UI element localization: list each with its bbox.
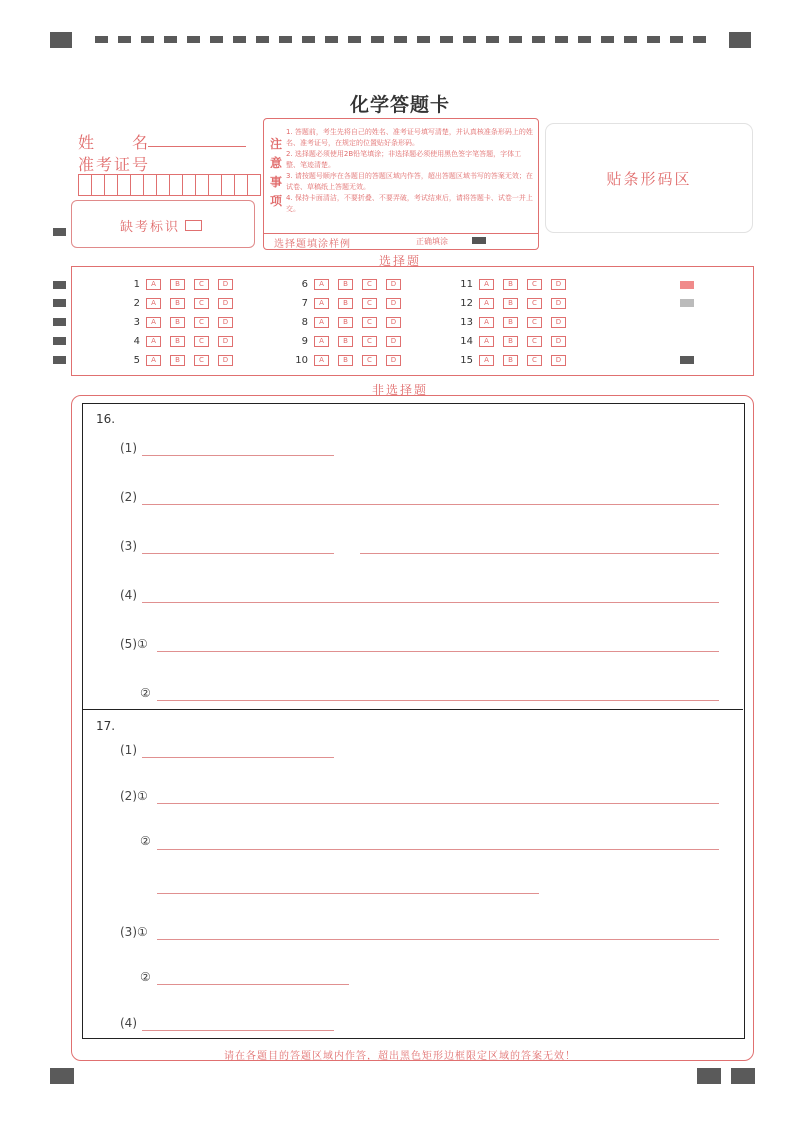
mcq-option-d[interactable]: D — [218, 355, 233, 366]
timing-dash — [256, 36, 269, 43]
q16-part-4: (4) — [120, 588, 137, 602]
mcq-option-b[interactable]: B — [338, 279, 353, 290]
mcq-question-number: 10 — [295, 355, 308, 366]
exam-id-grid[interactable] — [78, 174, 261, 196]
q16-answer-line[interactable] — [360, 553, 719, 554]
exam-id-label: 准考证号 — [78, 155, 151, 174]
fill-sample — [264, 233, 538, 249]
barcode-area — [545, 123, 753, 233]
mcq-option-b[interactable]: B — [170, 355, 185, 366]
q17-answer-line[interactable] — [157, 939, 719, 940]
mcq-option-a[interactable]: A — [479, 298, 494, 309]
timing-dash — [509, 36, 522, 43]
mcq-question — [284, 354, 410, 367]
q17-part-4: (4) — [120, 1016, 137, 1030]
mcq-option-b[interactable]: B — [503, 355, 518, 366]
q16-answer-line[interactable] — [142, 455, 334, 456]
q16-answer-line[interactable] — [157, 651, 719, 652]
answer-frame — [82, 403, 745, 1039]
timing-mark-top-left — [50, 32, 72, 48]
mcq-question — [116, 335, 242, 348]
q17-answer-line[interactable] — [142, 757, 334, 758]
timing-dash — [325, 36, 338, 43]
mcq-option-b[interactable]: B — [503, 317, 518, 328]
timing-dash — [233, 36, 246, 43]
timing-dash — [279, 36, 292, 43]
mcq-option-c[interactable]: C — [362, 355, 377, 366]
timing-dash — [141, 36, 154, 43]
timing-dash — [670, 36, 683, 43]
mcq-option-d[interactable]: D — [386, 279, 401, 290]
mcq-question-number: 9 — [301, 336, 308, 347]
mcq-option-d[interactable]: D — [218, 279, 233, 290]
q16-part-1: (1) — [120, 441, 137, 455]
timing-dash — [532, 36, 545, 43]
timing-mark-top-right — [729, 32, 751, 48]
mcq-option-c[interactable]: C — [362, 298, 377, 309]
mcq-option-d[interactable]: D — [551, 279, 566, 290]
timing-dash — [601, 36, 614, 43]
q17-answer-line[interactable] — [157, 893, 539, 894]
timing-mark-bottom-right — [697, 1068, 721, 1084]
mcq-option-c[interactable]: C — [362, 279, 377, 290]
mcq-option-a[interactable]: A — [146, 336, 161, 347]
timing-mark-side — [53, 337, 66, 345]
mcq-option-d[interactable]: D — [551, 317, 566, 328]
mcq-question-number: 1 — [133, 279, 140, 290]
mcq-question — [116, 354, 242, 367]
notes-item: 1. 答题前，考生先将自己的姓名、准考证号填写清楚，并认真核准条形码上的姓名、准考证号，在规定的位置贴好条形码。 — [286, 128, 533, 147]
mcq-question — [449, 278, 575, 291]
mcq-option-d[interactable]: D — [551, 298, 566, 309]
mcq-option-c[interactable]: C — [527, 279, 542, 290]
notes-item: 4. 保持卡面清洁，不要折叠、不要弄破，考试结束后，请将答题卡、试卷一并上交。 — [286, 194, 533, 213]
mcq-question — [284, 278, 410, 291]
notes-heading: 注意事项 — [269, 137, 282, 208]
timing-dash — [555, 36, 568, 43]
timing-dash — [693, 36, 706, 43]
q17-part-3-1: (3)① — [120, 925, 148, 939]
mcq-question — [116, 297, 242, 310]
mcq-option-c[interactable]: C — [527, 355, 542, 366]
mcq-option-a[interactable]: A — [479, 279, 494, 290]
mcq-option-c[interactable]: C — [194, 355, 209, 366]
timing-dash — [302, 36, 315, 43]
mcq-question-number: 8 — [301, 317, 308, 328]
mcq-option-a[interactable]: A — [314, 336, 329, 347]
absent-checkbox[interactable] — [185, 220, 202, 231]
mcq-option-c[interactable]: C — [527, 298, 542, 309]
notes-box — [263, 118, 539, 250]
non-mcq-heading: 非选择题 — [371, 383, 428, 397]
timing-dash — [578, 36, 591, 43]
barcode-label: 贴条形码区 — [606, 170, 692, 188]
mcq-question — [449, 335, 575, 348]
mcq-question-number: 3 — [133, 317, 140, 328]
mcq-option-c[interactable]: C — [194, 279, 209, 290]
q16-part-5-2: ② — [140, 686, 151, 700]
timing-mark-side — [53, 356, 66, 364]
mcq-question-number: 7 — [301, 298, 308, 309]
mcq-option-c[interactable]: C — [362, 317, 377, 328]
question-17-number: 17. — [96, 719, 116, 733]
q17-part-1: (1) — [120, 743, 137, 757]
q16-answer-line[interactable] — [142, 602, 719, 603]
mcq-option-d[interactable]: D — [386, 355, 401, 366]
q16-answer-line[interactable] — [142, 504, 719, 505]
correct-fill-swatch — [472, 237, 486, 244]
timing-mark-side — [53, 299, 66, 307]
mcq-option-a[interactable]: A — [314, 317, 329, 328]
timing-dash — [440, 36, 453, 43]
absent-label: 缺考标识 — [120, 220, 181, 235]
mcq-option-c[interactable]: C — [194, 298, 209, 309]
q16-answer-line[interactable] — [157, 700, 719, 701]
mcq-question — [116, 278, 242, 291]
timing-dash — [417, 36, 430, 43]
mcq-question-number: 5 — [133, 355, 140, 366]
q17-answer-line[interactable] — [157, 984, 349, 985]
mcq-question-number: 2 — [133, 298, 140, 309]
question-divider — [82, 709, 743, 710]
q16-part-5-1: (5)① — [120, 637, 148, 651]
mcq-option-c[interactable]: C — [527, 336, 542, 347]
timing-mark-side — [53, 281, 66, 289]
timing-dash — [348, 36, 361, 43]
name-field[interactable] — [148, 146, 246, 147]
question-16-number: 16. — [96, 412, 116, 426]
mcq-section — [71, 266, 754, 376]
mcq-option-d[interactable]: D — [551, 355, 566, 366]
mcq-option-d[interactable]: D — [386, 317, 401, 328]
mcq-question — [284, 335, 410, 348]
mcq-option-b[interactable]: B — [503, 336, 518, 347]
mcq-option-b[interactable]: B — [338, 336, 353, 347]
timing-dash — [394, 36, 407, 43]
mcq-marker-2 — [680, 299, 694, 307]
footnote: 请在各题目的答题区域内作答，超出黑色矩形边框限定区域的答案无效！ — [224, 1051, 576, 1062]
mcq-question-number: 14 — [460, 336, 473, 347]
page-title: 化学答题卡 — [349, 94, 450, 116]
mcq-option-a[interactable]: A — [146, 355, 161, 366]
q17-answer-line[interactable] — [157, 803, 719, 804]
q17-answer-line[interactable] — [142, 1030, 334, 1031]
mcq-question — [284, 316, 410, 329]
mcq-option-a[interactable]: A — [146, 317, 161, 328]
mcq-option-a[interactable]: A — [314, 355, 329, 366]
timing-mark-side — [53, 318, 66, 326]
mcq-question — [449, 316, 575, 329]
mcq-option-c[interactable]: C — [362, 336, 377, 347]
timing-dash — [371, 36, 384, 43]
mcq-option-a[interactable]: A — [146, 279, 161, 290]
timing-dash — [95, 36, 108, 43]
timing-dash — [463, 36, 476, 43]
mcq-question — [449, 297, 575, 310]
mcq-option-c[interactable]: C — [194, 336, 209, 347]
mcq-question-number: 11 — [460, 279, 473, 290]
mcq-option-b[interactable]: B — [338, 298, 353, 309]
mcq-option-a[interactable]: A — [314, 279, 329, 290]
mcq-option-b[interactable]: B — [170, 317, 185, 328]
notes-item: 3. 请按题号顺序在各题目的答题区域内作答，超出答题区域书写的答案无效；在试卷、草稿纸上答题无效。 — [286, 172, 533, 191]
correct-fill-label: 正确填涂 — [416, 237, 448, 246]
mcq-question-number: 13 — [460, 317, 473, 328]
mcq-heading: 选择题 — [378, 254, 421, 268]
timing-dash — [624, 36, 637, 43]
mcq-option-a[interactable]: A — [146, 298, 161, 309]
mcq-question — [449, 354, 575, 367]
absent-mark-area — [71, 200, 255, 248]
mcq-option-b[interactable]: B — [503, 279, 518, 290]
mcq-option-b[interactable]: B — [338, 355, 353, 366]
q17-part-3-2: ② — [140, 970, 151, 984]
q16-answer-line[interactable] — [142, 553, 334, 554]
mcq-option-b[interactable]: B — [170, 336, 185, 347]
mcq-option-d[interactable]: D — [386, 298, 401, 309]
mcq-option-b[interactable]: B — [170, 279, 185, 290]
name-label: 姓 名 — [78, 133, 151, 152]
fill-sample-label: 选择题填涂样例 — [274, 239, 351, 250]
timing-dash — [486, 36, 499, 43]
timing-dash — [647, 36, 660, 43]
timing-dash — [210, 36, 223, 43]
mcq-option-c[interactable]: C — [527, 317, 542, 328]
timing-dash — [187, 36, 200, 43]
q17-answer-line[interactable] — [157, 849, 719, 850]
q16-part-2: (2) — [120, 490, 137, 504]
timing-dash — [164, 36, 177, 43]
q17-part-2-1: (2)① — [120, 789, 148, 803]
mcq-question — [116, 316, 242, 329]
mcq-option-c[interactable]: C — [194, 317, 209, 328]
mcq-option-b[interactable]: B — [170, 298, 185, 309]
mcq-question-number: 15 — [460, 355, 473, 366]
timing-mark-side — [53, 228, 66, 236]
mcq-option-a[interactable]: A — [479, 355, 494, 366]
mcq-question-number: 4 — [133, 336, 140, 347]
q17-part-2-2: ② — [140, 834, 151, 848]
mcq-option-d[interactable]: D — [386, 336, 401, 347]
mcq-question-number: 6 — [301, 279, 308, 290]
mcq-option-d[interactable]: D — [551, 336, 566, 347]
q16-part-3: (3) — [120, 539, 137, 553]
mcq-option-a[interactable]: A — [479, 317, 494, 328]
mcq-option-d[interactable]: D — [218, 298, 233, 309]
mcq-marker-1 — [680, 281, 694, 289]
notes-list — [286, 127, 533, 215]
mcq-option-a[interactable]: A — [314, 298, 329, 309]
timing-dash — [118, 36, 131, 43]
mcq-option-b[interactable]: B — [503, 298, 518, 309]
mcq-marker-3 — [680, 356, 694, 364]
notes-item: 2. 选择题必须使用2B铅笔填涂；非选择题必须使用黑色签字笔答题，字体工整、笔迹清楚。 — [286, 150, 522, 169]
mcq-option-d[interactable]: D — [218, 317, 233, 328]
mcq-option-d[interactable]: D — [218, 336, 233, 347]
mcq-question-number: 12 — [460, 298, 473, 309]
mcq-option-b[interactable]: B — [338, 317, 353, 328]
mcq-question — [284, 297, 410, 310]
mcq-option-a[interactable]: A — [479, 336, 494, 347]
timing-mark-bottom-left — [50, 1068, 74, 1084]
timing-mark-bottom-right — [731, 1068, 755, 1084]
